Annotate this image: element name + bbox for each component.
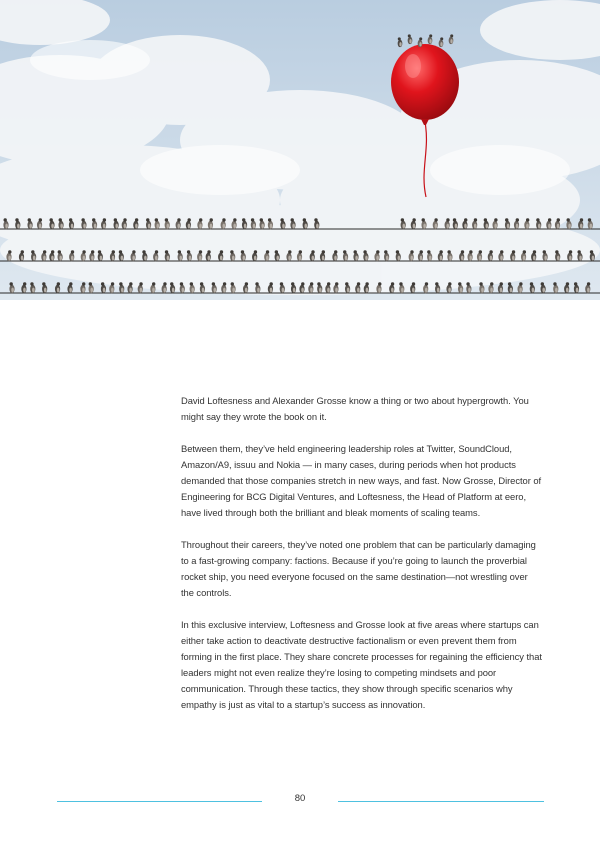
footer-rule-right xyxy=(338,801,544,802)
interview-paragraph: In this exclusive interview, Loftesness and Grosse look at five areas where startups can either take action to deactivate destructive factionalism or even prevent them from forming in the first place. They share concrete processes for regaining the efficiency that leaders might not even realize they’re losing to competing mindsets and poor communication. Through these tactics, they show through specific scenarios why empathy is just as vital to a startup’s success as innovation. xyxy=(181,619,542,710)
footer-rule-left xyxy=(57,801,262,802)
intro-paragraph: David Loftesness and Alexander Grosse know a thing or two about hypergrowth. You might say they wrote the book on it. xyxy=(181,395,529,422)
red-balloon xyxy=(391,44,459,120)
page-number: 80 xyxy=(294,793,306,804)
balloon-birds-illustration xyxy=(0,0,600,300)
article-body xyxy=(181,393,543,729)
background-paragraph: Between them, they’ve held engineering leadership roles at Twitter, SoundCloud, Amazon/A9, issuu and Nokia — in many cases, during periods when hot products demanded that those companies stretch in new ways, and fast. Now Grosse, Director of Engineering for BCG Digital Ventures, and Loftesness, the Head of Platform at eero, have lived through both the brilliant and bleak moments of scaling teams. xyxy=(181,443,542,518)
hero-illustration xyxy=(0,0,600,300)
factions-paragraph: Throughout their careers, they’ve noted one problem that can be particularly damaging to a fast-growing company: factions. Because if you’re going to launch the proverbial rocket ship, you need everyone focused on the same destination—not wrestling over the controls. xyxy=(181,539,536,598)
